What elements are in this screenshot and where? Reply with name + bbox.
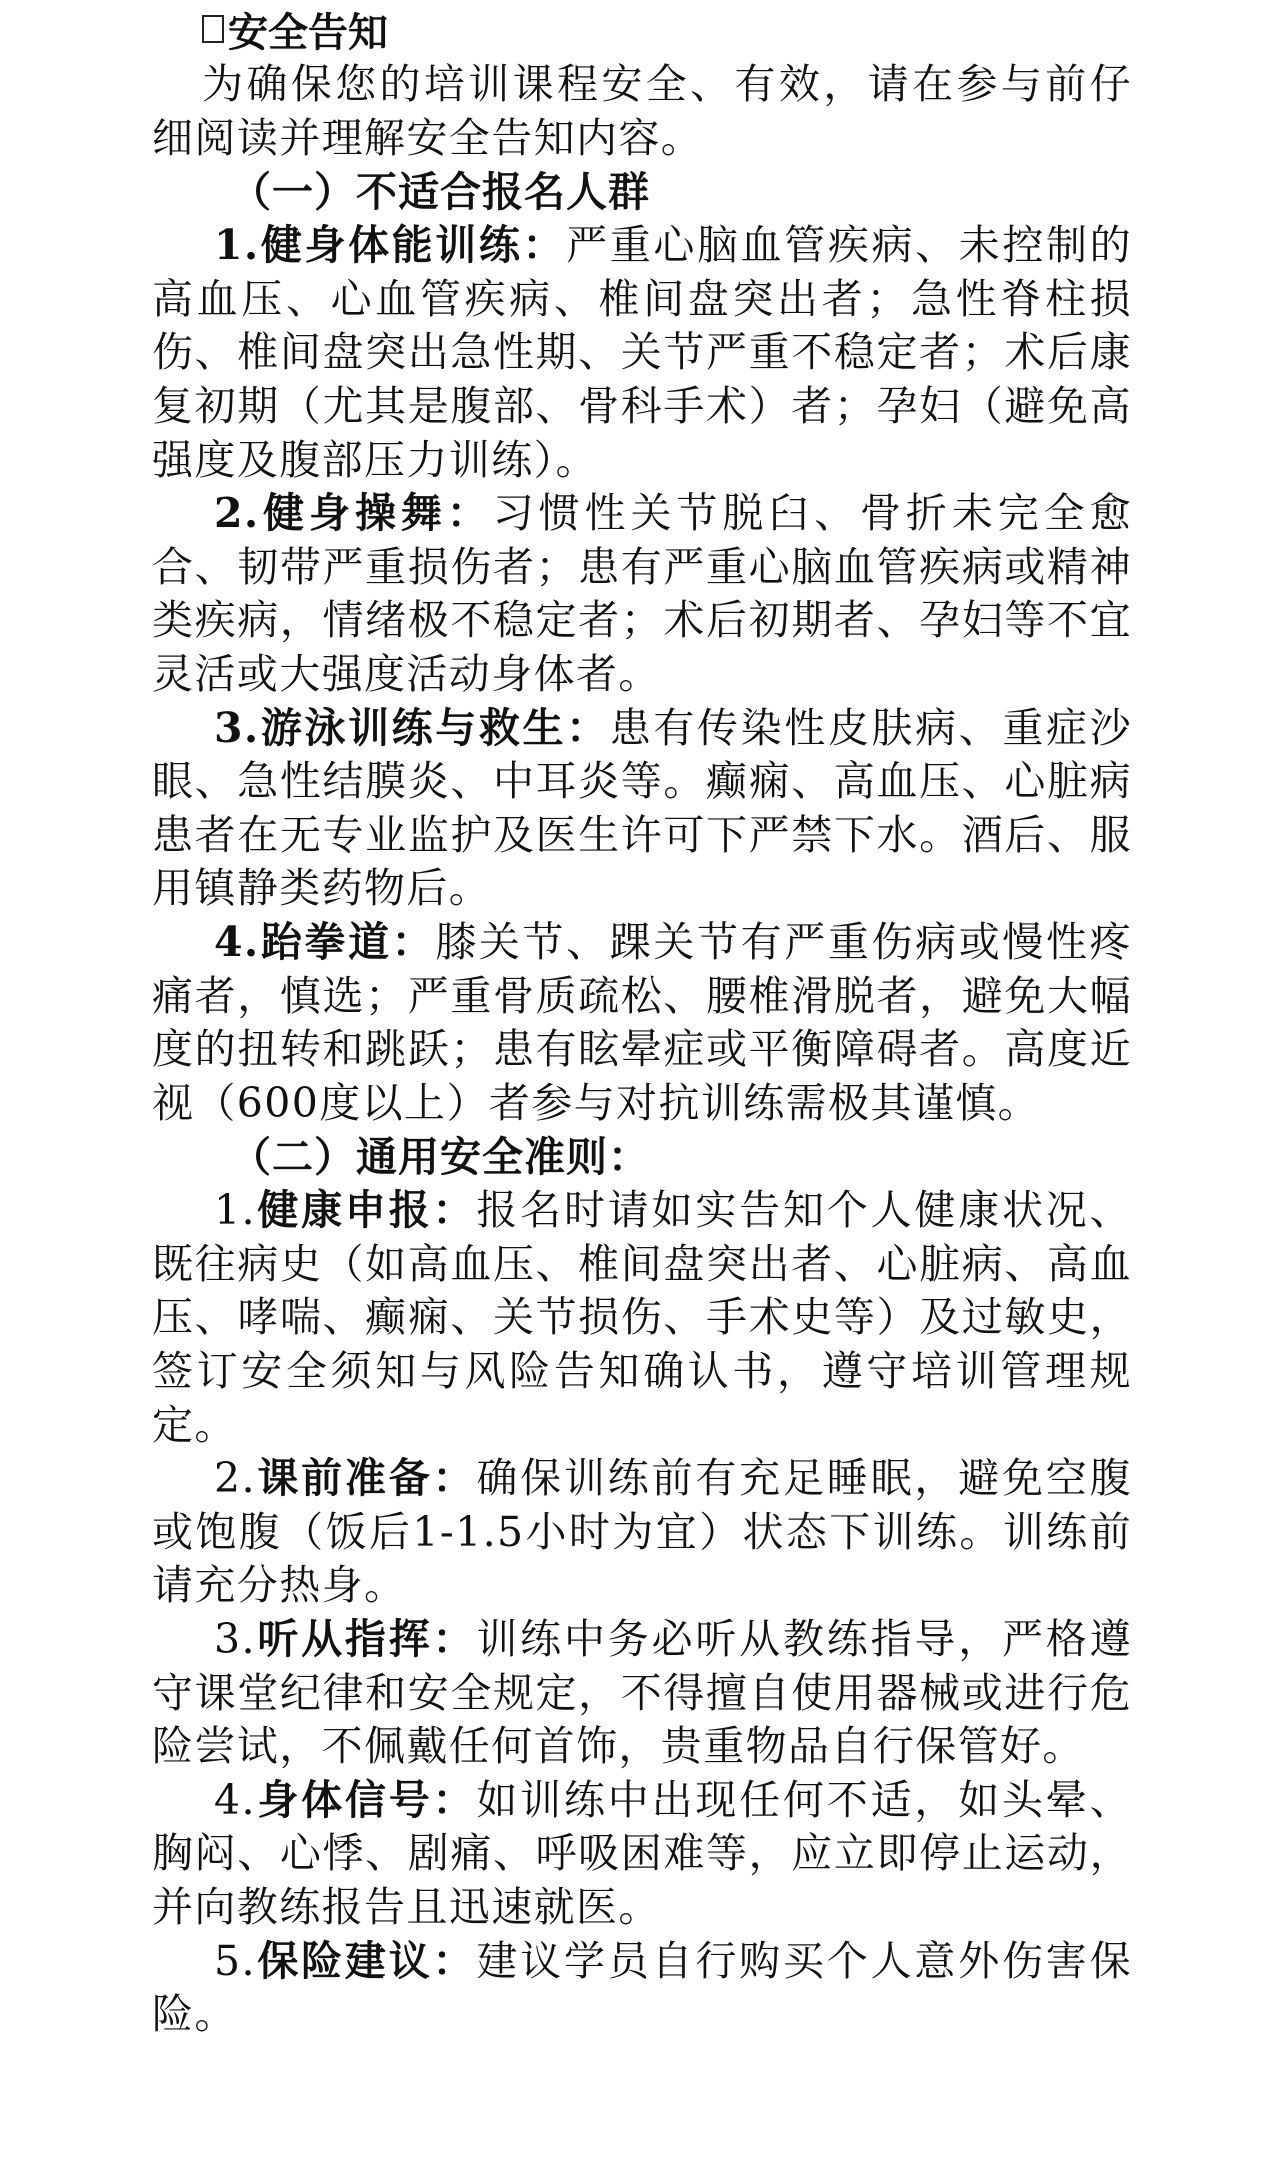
section2-heading: （二）通用安全准则：: [230, 1133, 650, 1182]
item-number: 1.: [214, 1186, 256, 1235]
page-title: [202, 0, 1132, 58]
item-lead: 听从指挥：: [255, 1615, 477, 1664]
title-text: 安全告知: [228, 9, 388, 56]
item-text: 确保训练前有充足睡眠，避免空腹或饱腹（饭后1-1.5小时为宜）状态下训练。训练前请充分热身。: [152, 1454, 1133, 1610]
item-text: 严重心脑血管疾病、未控制的高血压、心血管疾病、椎间盘突出者；急性脊柱损伤、椎间盘突出急性期、关节严重不稳定者；术后康复初期（尤其是腹部、骨科手术）者；孕妇（避免高强度及腹部压力训练）。: [152, 221, 1132, 484]
item-number: 2.: [214, 489, 260, 538]
list-item: [152, 1935, 1132, 2042]
item-text: 患有传染性皮肤病、重症沙眼、急性结膜炎、中耳炎等。癫痫、高血压、心脏病患者在无专业监护及医生许可下严禁下水。酒后、服用镇静类药物后。: [152, 703, 1132, 913]
item-lead: 健身体能训练：: [259, 221, 567, 270]
item-number: 5.: [214, 1936, 256, 1985]
item-number: 2.: [214, 1454, 256, 1503]
item-number: 3.: [214, 703, 260, 752]
missing-glyph-box-icon: [202, 15, 224, 43]
list-item: [152, 1452, 1132, 1613]
intro-paragraph: 为确保您的培训课程安全、有效，请在参与前仔细阅读并理解安全告知内容。: [152, 60, 1132, 162]
section1-heading: （一）不适合报名人群: [230, 168, 650, 217]
list-item: [152, 219, 1132, 487]
item-number: 1.: [214, 221, 260, 270]
item-number: 4.: [214, 1775, 256, 1824]
item-lead: 健身操舞：: [259, 489, 493, 538]
section2-list: [152, 1184, 1132, 2042]
section1-list: [152, 219, 1132, 1130]
item-text: 训练中务必听从教练指导，严格遵守课堂纪律和安全规定，不得擅自使用器械或进行危险尝试，不佩戴任何首饰，贵重物品自行保管好。: [152, 1615, 1133, 1771]
item-lead: 游泳训练与救生：: [259, 703, 610, 752]
item-text: 如训练中出现任何不适，如头晕、胸闷、心悸、剧痛、呼吸困难等，应立即停止运动，并向教练报告且迅速就医。: [152, 1775, 1133, 1931]
page-edge: [0, 2159, 1284, 2167]
list-item: [152, 1613, 1132, 1774]
list-item: [152, 916, 1132, 1130]
item-number: 3.: [214, 1615, 256, 1664]
list-item: [152, 702, 1132, 916]
item-text: 习惯性关节脱臼、骨折未完全愈合、韧带严重损伤者；患有严重心脑血管疾病或精神类疾病，情绪极不稳定者；术后初期者、孕妇等不宜灵活或大强度活动身体者。: [152, 489, 1132, 698]
item-text: 报名时请如实告知个人健康状况、既往病史（如高血压、椎间盘突出者、心脏病、高血压、哮喘、癫痫、关节损伤、手术史等）及过敏史，签订安全须知与风险告知确认书，遵守培训管理规定。: [152, 1186, 1133, 1449]
item-text: 建议学员自行购买个人意外伤害保险。: [152, 1936, 1133, 2039]
item-lead: 课前准备：: [255, 1454, 477, 1503]
item-lead: 保险建议：: [255, 1936, 477, 1985]
list-item: [152, 487, 1132, 701]
list-item: [152, 1774, 1132, 1935]
item-lead: 健康申报：: [255, 1186, 477, 1235]
item-lead: 跆拳道：: [259, 917, 436, 966]
item-lead: 身体信号：: [255, 1775, 477, 1824]
document-body: [152, 0, 1132, 2042]
item-text: 膝关节、踝关节有严重伤病或慢性疼痛者，慎选；严重骨质疏松、腰椎滑脱者，避免大幅度的扭转和跳跃；患有眩晕症或平衡障碍者。高度近视（600度以上）者参与对抗训练需极其谨慎。: [152, 917, 1132, 1127]
item-number: 4.: [214, 917, 260, 966]
list-item: [152, 1184, 1132, 1452]
